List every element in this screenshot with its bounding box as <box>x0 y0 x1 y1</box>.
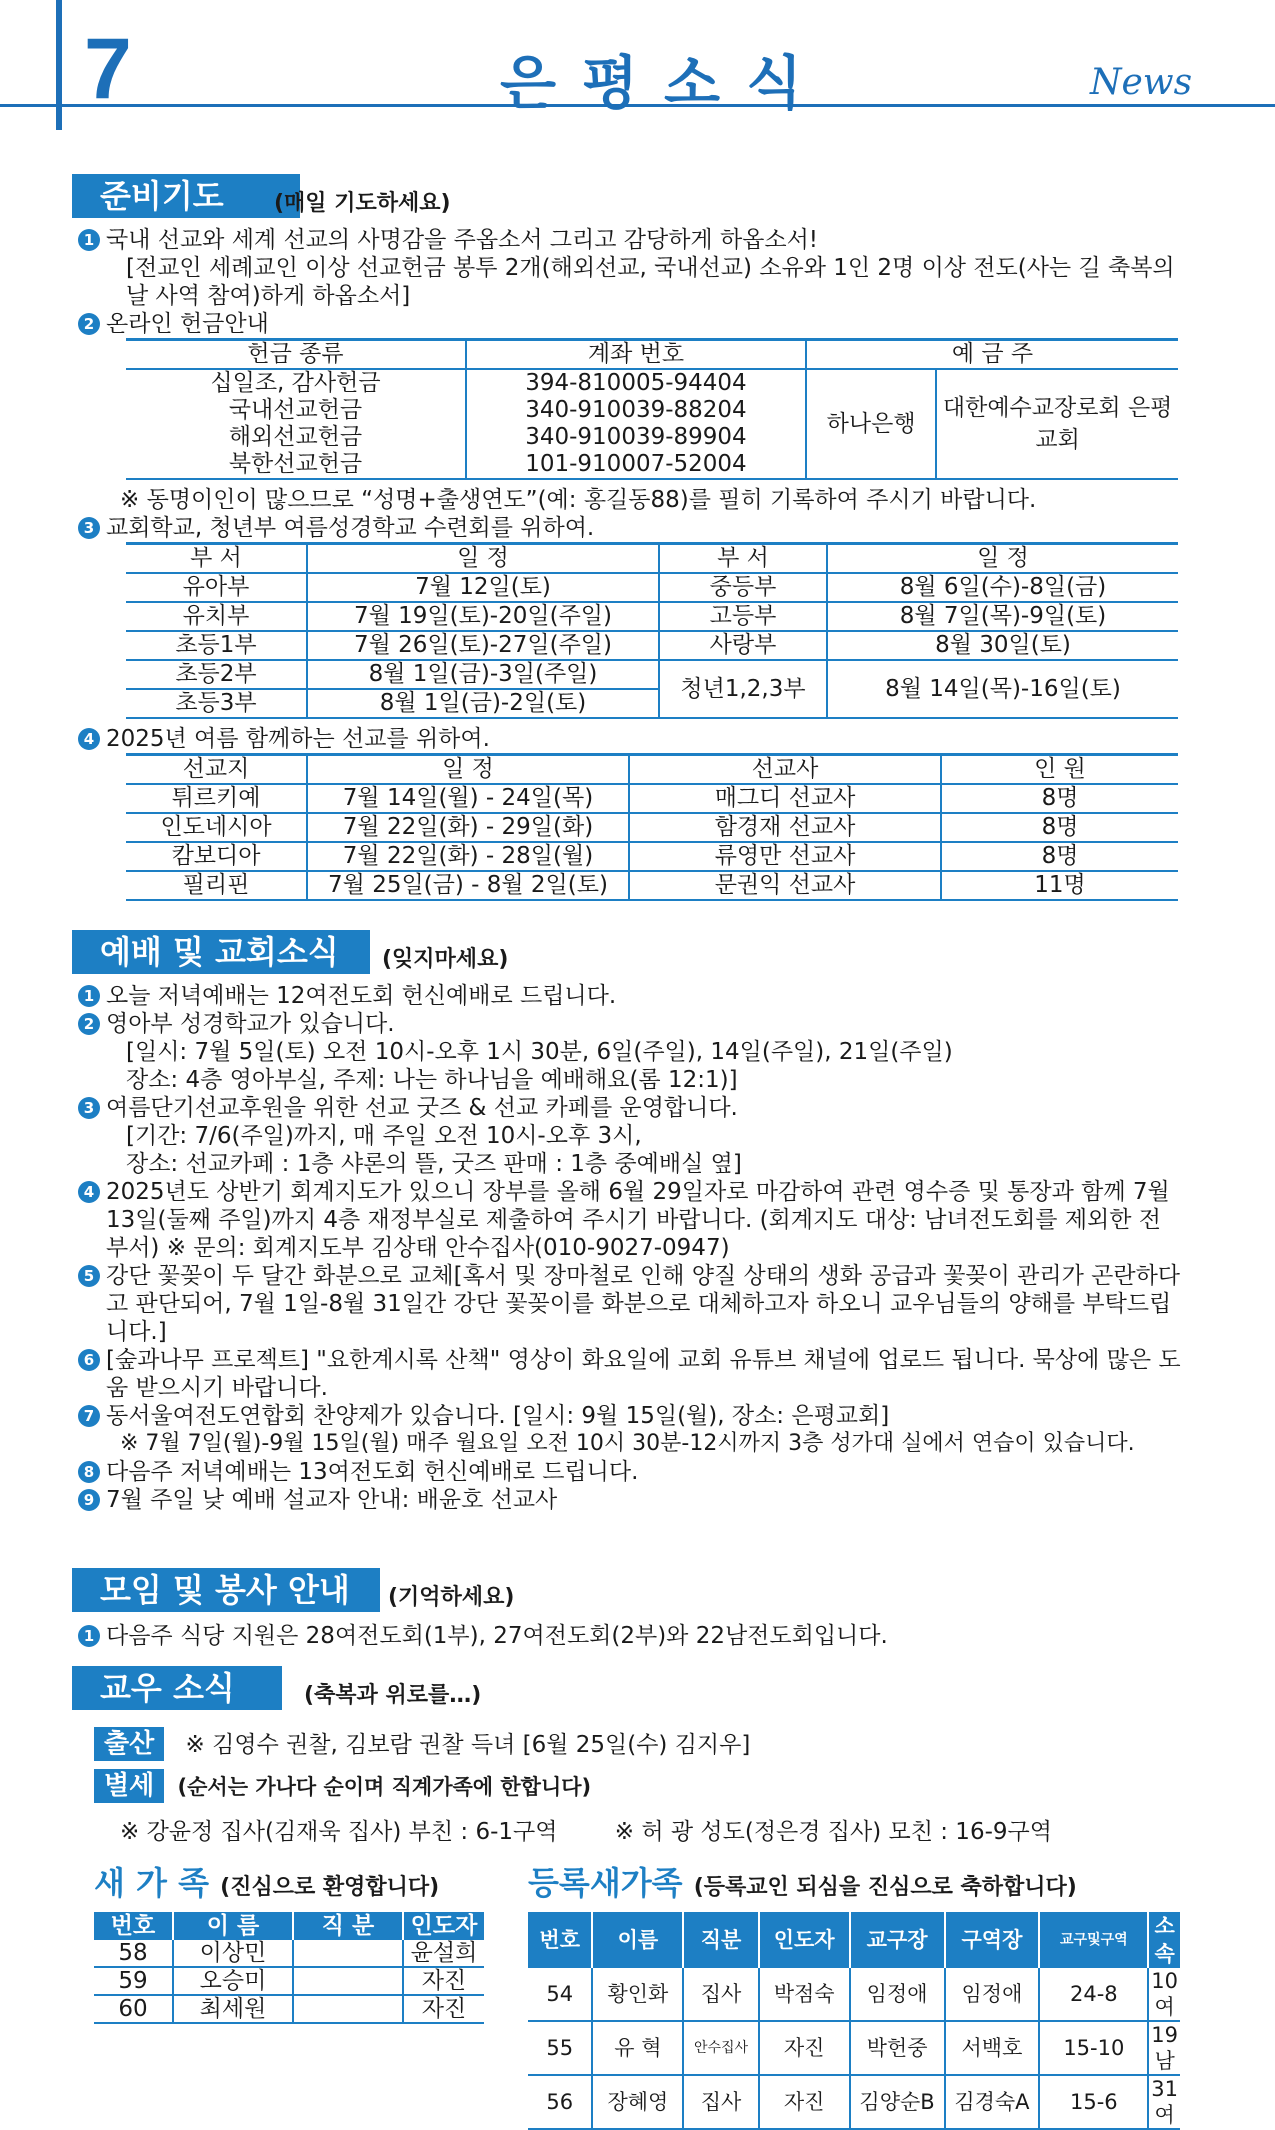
registered-section <box>528 1858 1180 2130</box>
mission-count: 8명 <box>941 842 1178 871</box>
service-section <box>70 1568 1185 1650</box>
school-dept: 유아부 <box>182 574 250 600</box>
prayer-label: 준비기도 <box>72 174 300 218</box>
birth-tag: 출산 <box>94 1727 164 1761</box>
death-sub: (순서는 가나다 순이며 직계가족에 한합니다) <box>177 1775 592 1799</box>
mission-place: 캄보디아 <box>171 843 261 869</box>
offering-account: 394-810005-94404 <box>466 369 806 397</box>
school-date: 7월 12일(토) <box>307 573 659 602</box>
offering-header-type: 헌금 종류 <box>247 341 344 367</box>
prayer-sub: (매일 기도하세요) <box>274 191 451 216</box>
registered-title: 등록새가족 (등록교인 되심을 진심으로 축하합니다) <box>528 1864 1077 1902</box>
offering-note: ※ 동명이인이 많으므로 “성명+출생연도”(예: 홍길동88)를 필히 기록하여 주시기 바랍니다. <box>120 487 1037 513</box>
worship-items <box>70 982 1185 1514</box>
service-sub: (기억하세요) <box>388 1585 515 1610</box>
mission-date: 7월 14일(월) - 24일(목) <box>307 784 629 813</box>
mission-missionary: 문권익 선교사 <box>629 871 941 900</box>
offering-type: 국내선교헌금 <box>228 397 363 423</box>
school-date: 8월 1일(금)-3일(주일) <box>307 660 659 689</box>
table-row: 55 유 혁 안수집사 자진 박헌중 서백호 15-10 19남 <box>528 2021 1180 2075</box>
school-dept: 청년1,2,3부 <box>659 660 827 718</box>
worship-item-detail: [일시: 7월 5일(토) 오전 10시-오후 1시 30분, 6일(주일), 14일(주일), 21일(주일) <box>126 1039 953 1065</box>
prayer-section <box>70 174 1185 901</box>
prayer-header <box>70 174 1185 218</box>
school-date: 7월 19일(토)-20일(주일) <box>307 602 659 631</box>
worship-item: 7 동서울여전도연합회 찬양제가 있습니다. [일시: 9월 15일(월), 장소: 은평교회] <box>70 1402 1185 1430</box>
news-label: News <box>1090 62 1193 103</box>
mission-place: 튀르키예 <box>171 785 261 811</box>
table-row: 60 최세원 자진 <box>94 1995 484 2023</box>
school-dept: 초등2부 <box>175 661 257 687</box>
worship-item-detail: 장소: 4층 영아부실, 주제: 나는 하나님을 예배해요(롬 12:1)] <box>126 1067 738 1093</box>
prayer-item-4: 4 2025년 여름 함께하는 선교를 위하여. <box>70 725 1185 753</box>
worship-item: 9 7월 주일 낮 예배 설교자 안내: 배윤호 선교사 <box>70 1486 1185 1514</box>
new-family-table: 번호 이 름 직 분 인도자 58 이상민 윤설희 59 오승미 자진 60 최세원 자진 <box>94 1912 484 2024</box>
school-dept: 초등1부 <box>175 632 257 658</box>
school-date: 8월 7일(목)-9일(토) <box>827 602 1178 631</box>
mission-count: 11명 <box>941 871 1178 900</box>
worship-item-detail: ※ 7월 7일(월)-9월 15일(월) 매주 월요일 오전 10시 30분-12시까지 3층 성가대 실에서 연습이 있습니다. <box>120 1431 1135 1456</box>
offering-bank: 하나은행 <box>806 369 936 479</box>
offering-header-holder: 예 금 주 <box>806 340 1178 370</box>
mission-date: 7월 22일(화) - 28일(월) <box>307 842 629 871</box>
school-dept: 초등3부 <box>175 690 257 716</box>
header-accent-bar <box>56 0 62 130</box>
worship-item: 5 강단 꽃꽂이 두 달간 화분으로 교체[혹서 및 장마철로 인해 양질 상태의 생화 공급과 꽃꽂이 관리가 곤란하다고 판단되어, 7월 1일-8월 31일간 강단 꽃꽂이를 화분으로 대체하고자 하오니 교우님들의 양해를 부탁드립니다.] <box>70 1262 1185 1346</box>
school-date: 8월 30일(토) <box>827 631 1178 660</box>
school-date: 8월 14일(목)-16일(토) <box>827 660 1178 718</box>
members-section <box>70 1666 1185 1846</box>
offering-type: 해외선교헌금 <box>228 424 363 450</box>
table-row: 58 이상민 윤설희 <box>94 1940 484 1967</box>
school-dept: 중등부 <box>659 573 827 602</box>
mission-date: 7월 25일(금) - 8월 2일(토) <box>307 871 629 900</box>
worship-item: 2 영아부 성경학교가 있습니다. <box>70 1010 1185 1038</box>
mission-missionary: 매그디 선교사 <box>629 784 941 813</box>
new-family-title: 새 가 족 (진심으로 환영합니다) <box>94 1864 440 1902</box>
worship-sub: (잊지마세요) <box>382 947 509 972</box>
worship-item: 1 오늘 저녁예배는 12여전도회 헌신예배로 드립니다. <box>70 982 1185 1010</box>
school-dept: 사랑부 <box>659 631 827 660</box>
service-item-1: 1 다음주 식당 지원은 28여전도회(1부), 27여전도회(2부)와 22남전도회입니다. <box>70 1622 1185 1650</box>
worship-label: 예배 및 교회소식 <box>72 930 370 974</box>
school-date: 8월 1일(금)-2일(토) <box>307 689 659 718</box>
death-item: ※ 허 광 성도(정은경 집사) 모친 : 16-9구역 <box>614 1819 1052 1845</box>
page-number: 7 <box>84 21 132 117</box>
mission-place: 필리핀 <box>182 872 250 898</box>
school-dept: 유치부 <box>182 603 250 629</box>
worship-item-detail: [기간: 7/6(주일)까지, 매 주일 오전 10시-오후 3시, <box>126 1123 642 1149</box>
registered-table: 번호 이름 직분 인도자 교구장 구역장 교구및구역 소속 54 황인화 집사 박점숙 임정애 임정애 24-8 10여 55 유 혁 안수집사 자진 박헌중 서백호 15-10 19남 56 장혜영 집사 자진 김양순B 김경숙A 15-6 31여 <box>528 1912 1180 2130</box>
worship-item: 6 [숲과나무 프로젝트] "요한계시록 산책" 영상이 화요일에 교회 유튜브 채널에 업로드 됩니다. 묵상에 많은 도움 받으시기 바랍니다. <box>70 1346 1185 1402</box>
worship-section <box>70 930 1185 1514</box>
table-row: 54 황인화 집사 박점숙 임정애 임정애 24-8 10여 <box>528 1968 1180 2021</box>
offering-type: 십일조, 감사헌금 <box>210 370 381 396</box>
service-label: 모임 및 봉사 안내 <box>72 1568 380 1612</box>
offering-header-account: 계좌 번호 <box>466 340 806 370</box>
birth-row <box>70 1726 1185 1761</box>
new-family-section <box>94 1858 484 2024</box>
mission-count: 8명 <box>941 813 1178 842</box>
table-row: 59 오승미 자진 <box>94 1967 484 1995</box>
prayer-item-3: 3 교회학교, 청년부 여름성경학교 수련회를 위하여. <box>70 514 1185 542</box>
offering-table <box>126 338 1178 480</box>
death-row <box>70 1769 1185 1803</box>
members-sub: (축복과 위로를…) <box>304 1683 482 1708</box>
mission-date: 7월 22일(화) - 29일(화) <box>307 813 629 842</box>
worship-item: 3 여름단기선교후원을 위한 선교 굿즈 & 선교 카페를 운영합니다. <box>70 1094 1185 1122</box>
school-table: 부 서 일 정 부 서 일 정 유아부 7월 12일(토) 중등부 8월 6일(수)-8일(금) 유치부 7월 19일(토)-20일(주일) 고등부 8월 7일(목)-9일(토) 초등1부 7월 26일(토)-27일(주일) 사랑부 8월 30일(토) 초등2부 8월 1일(금)-3일(주일) 청년1,2,3부 8월 14일(목)-16일(토) 초등3부 8월 1일(금)-2일(토) <box>126 542 1178 719</box>
worship-item: 8 다음주 저녁예배는 13여전도회 헌신예배로 드립니다. <box>70 1458 1185 1486</box>
offering-account: 340-910039-89904 <box>466 424 806 451</box>
school-date: 8월 6일(수)-8일(금) <box>827 573 1178 602</box>
table-row: 56 장혜영 집사 자진 김양순B 김경숙A 15-6 31여 <box>528 2075 1180 2129</box>
mission-missionary: 류영만 선교사 <box>629 842 941 871</box>
mission-missionary: 함경재 선교사 <box>629 813 941 842</box>
mission-table: 선교지 일 정 선교사 인 원 튀르키예 7월 14일(월) - 24일(목) 매그디 선교사 8명 인도네시아 7월 22일(화) - 29일(화) 함경재 선교사 8명 캄보디아 7월 22일(화) - 28일(월) 류영만 선교사 8명 필리핀 7월 25일(금) - 8월 2일(토) 문권익 선교사 11명 <box>126 753 1178 901</box>
death-item: ※ 강윤정 집사(김재욱 집사) 부친 : 6-1구역 <box>120 1819 558 1845</box>
school-date: 7월 26일(토)-27일(주일) <box>307 631 659 660</box>
worship-item: 4 2025년도 상반기 회계지도가 있으니 장부를 올해 6월 29일자로 마감하여 관련 영수증 및 통장과 함께 7월 13일(둘째 주일)까지 4층 재정부실로 제출하여 주시기 바랍니다. (회계지도 대상: 남녀전도회를 제외한 전 부서) ※ 문의: 회계지도부 김상태 안수집사(010-9027-0947) <box>70 1178 1185 1262</box>
prayer-item-1-detail: [전교인 세례교인 이상 선교헌금 봉투 2개(해외선교, 국내선교) 소유와 1인 2명 이상 전도(사는 길 축복의 날 사역 참여)하게 하옵소서] <box>126 255 1175 309</box>
worship-item-detail: 장소: 선교카페 : 1층 샤론의 뜰, 굿즈 판매 : 1층 중예배실 옆] <box>126 1151 742 1177</box>
mission-place: 인도네시아 <box>160 814 272 840</box>
mission-count: 8명 <box>941 784 1178 813</box>
members-label: 교우 소식 <box>72 1666 282 1710</box>
school-dept: 고등부 <box>659 602 827 631</box>
offering-account: 340-910039-88204 <box>466 397 806 424</box>
death-list <box>70 1813 1185 1846</box>
death-tag: 별세 <box>94 1769 164 1803</box>
offering-type: 북한선교헌금 <box>228 451 363 477</box>
offering-account: 101-910007-52004 <box>466 451 806 479</box>
birth-text: ※ 김영수 권찰, 김보람 권찰 득녀 [6월 25일(수) 김지우] <box>185 1732 751 1758</box>
prayer-item-2: 2 온라인 헌금안내 <box>70 310 1185 338</box>
offering-holder: 대한예수교장로회 은평교회 <box>936 369 1178 479</box>
prayer-item-1: 1 국내 선교와 세계 선교의 사명감을 주옵소서 그리고 감당하게 하옵소서! <box>70 226 1185 254</box>
page-title: 은평소식 <box>500 49 829 117</box>
